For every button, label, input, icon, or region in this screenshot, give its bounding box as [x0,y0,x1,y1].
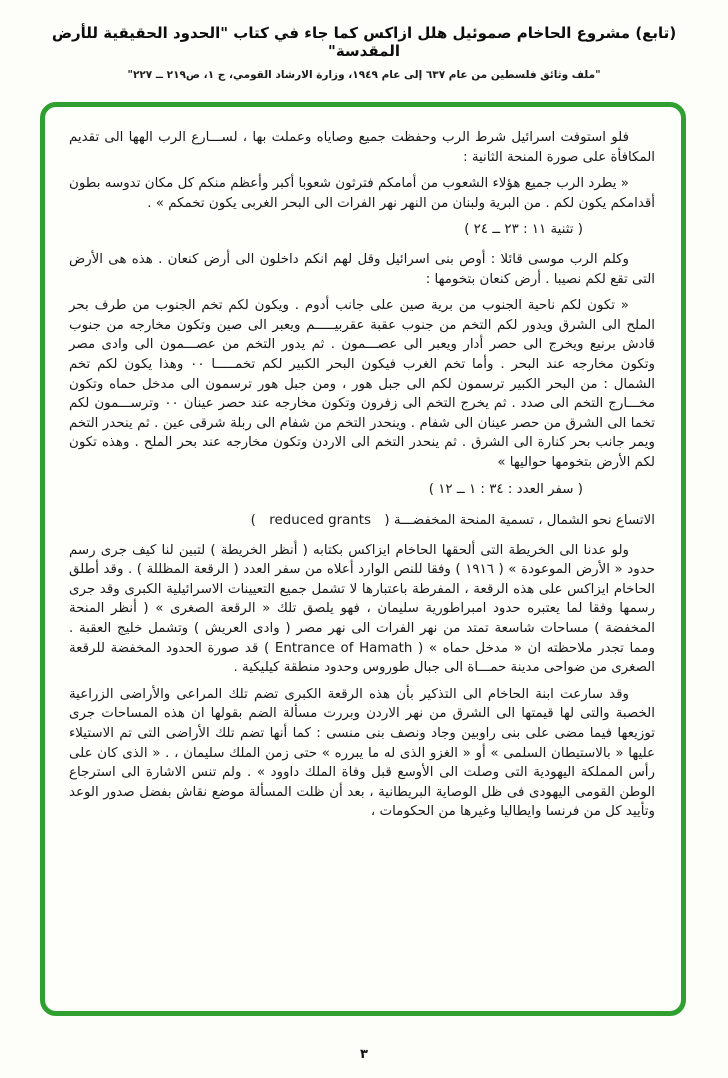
document-header [0,0,728,81]
page-number: ٣ [360,1047,368,1062]
scripture-quote-1: « يطرد الرب جميع هؤلاء الشعوب من أمامكم فترثون شعوبا أكبر وأعظم منكم كل مكان تدوسه بطون أقدامكم يكون لكم . من البرية ولبنان من النهر نهر الفرات الى البحر الغربى يكون تخمكم » . [69,176,655,211]
body-paragraph-3: وقد سارعت ابنة الحاخام الى التذكير بأن هذه الرقعة الكبرى تضم تلك المراعى والأراضى الزراعية الخصبة والتى لها قيمتها الى الشرق من نهر الاردن وبررت مسألة الضم بقولها ان هذه المساحات جرى توزيعها فيما مضى على بنى راوبين وجاد ونصف بنى منسى : كما أنها تضم تلك الأراضى التى تم الاستيلاء عليها « بالاستيطان السلمى » أو « الغزو الذى له ما يبرره » حتى زمن الملك سليمان ، . « الذى كان على رأس المملكة اليهودية التى وصلت الى الأوسع قبل وفاة الملك داوود » . ولم تنس الاشارة الى استرجاع الوطن القومى اليهودى فى ظل الوصاية البريطانية ، بعد أن ظلت المسألة موضع نقاش بفضل صدور الوعد وتأييد كل من فرنسا وايطاليا وغيرها من الحكومات ، [69,686,655,820]
body-paragraph-2: ولو عدنا الى الخريطة التى ألحقها الحاخام ايزاكس بكتابه ( أنظر الخريطة ) لتبين لنا كيف جرى رسم حدود « الأرض الموعودة » ( ١٩١٦ ) وفقا للنص الوارد أعلاه من سفر العدد ( الرقعة المظللة ) . وقد أطلق الحاخام ايزاكس على هذه الرقعة ، المفرطة باعتبارها لا تشمل جميع التعيينات الاسرائيلية الكبرى وقد جرى رسمها وفقا لما يعتبره حدود امبراطورية سليمان ، فهو يلصق تلك « الرقعة الصغرى » ( أنظر المنحة المخفضة ) مساحات شاسعة تمتد من نهر الفرات الى نهر مصر ( وادى العريش ) وتشمل خليج العقبة . ومما تجدر ملاحظته ان « مدخل حماه » ( Entrance of Hamath ) قد صورة الحدود المخفضة للرقعة الصغرى من ضواحى مدينة حمـــاة الى جبال طوروس وحدود منطقة كيليكية . [69,542,655,676]
section-heading: الاتساع نحو الشمال ، تسمية المنحة المخفضـــة ( reduced grants ) [250,513,655,529]
scripture-citation-2: ( سفر العدد : ٣٤ : ١ ــ ١٢ ) [428,481,583,497]
green-border-frame [40,102,686,1016]
scripture-quote-2: « تكون لكم ناحية الجنوب من برية صين على جانب أدوم . ويكون لكم تخم الجنوب من طرف بحر الملح الى الشرق ويدور لكم التخم من جنوب عقبة عقربيـــــم ويعبر الى صين وتكون مخارجه من جنوب قادش برنيع ويخرج الى حصر أدار ويعبر الى عصـــمون . ثم يدور التخم من عصـــمون الى وادى مصر وتكون مخارجه عند البحر . وأما تخم الغرب فيكون البحر الكبير لكم تخمـــــا ٠٠ وهذا يكون لكم تخم الشمال : من البحر الكبير ترسمون لكم الى جبل هور ، ومن جبل هور ترسمون الى مدخل حماه وتكون مخـــارج التخم الى صدد . ثم يخرج التخم الى زفرون وتكون مخارجه عند حصر عينان ٠٠ وترســـمون لكم تخما الى الشرق من حصر عينان الى شفام . وينحدر التخم من شفام الى ربلة شرقى عين . ثم ينحدر التخم ويمر جانب بحر كنارة الى الشرق . ثم ينحدر التخم الى الاردن وتكون مخارجه عند بحر الملح . وهذه تكون لكم الأرض بتخومها حواليها » [69,298,655,470]
body-paragraph-1: وكلم الرب موسى قائلا : أوص بنى اسرائيل وقل لهم انكم داخلون الى أرض كنعان . هذه هى الأرض التى تقع لكم نصيبا . أرض كنعان بتخومها : [69,251,655,287]
document-title: (تابع) مشروع الحاخام صموئيل هلل ازاكس كما جاء في كتاب "الحدود الحقيقية للأرض المقدسة" [51,24,677,60]
scripture-citation-1: ( تثنية ١١ : ٢٣ ــ ٢٤ ) [464,222,583,238]
document-subtitle: "ملف وثائق فلسطين من عام ٦٣٧ إلى عام ١٩٤٩، وزارة الارشاد القومي، ج ١، ص٢١٩ ــ ٢٢٧" [127,69,601,81]
intro-paragraph: فلو استوفت اسرائيل شرط الرب وحفظت جميع وصاياه وعملت بها ، لســـارع الرب الهها الى تقديم المكافأة على صورة المنحة الثانية : [69,130,655,165]
